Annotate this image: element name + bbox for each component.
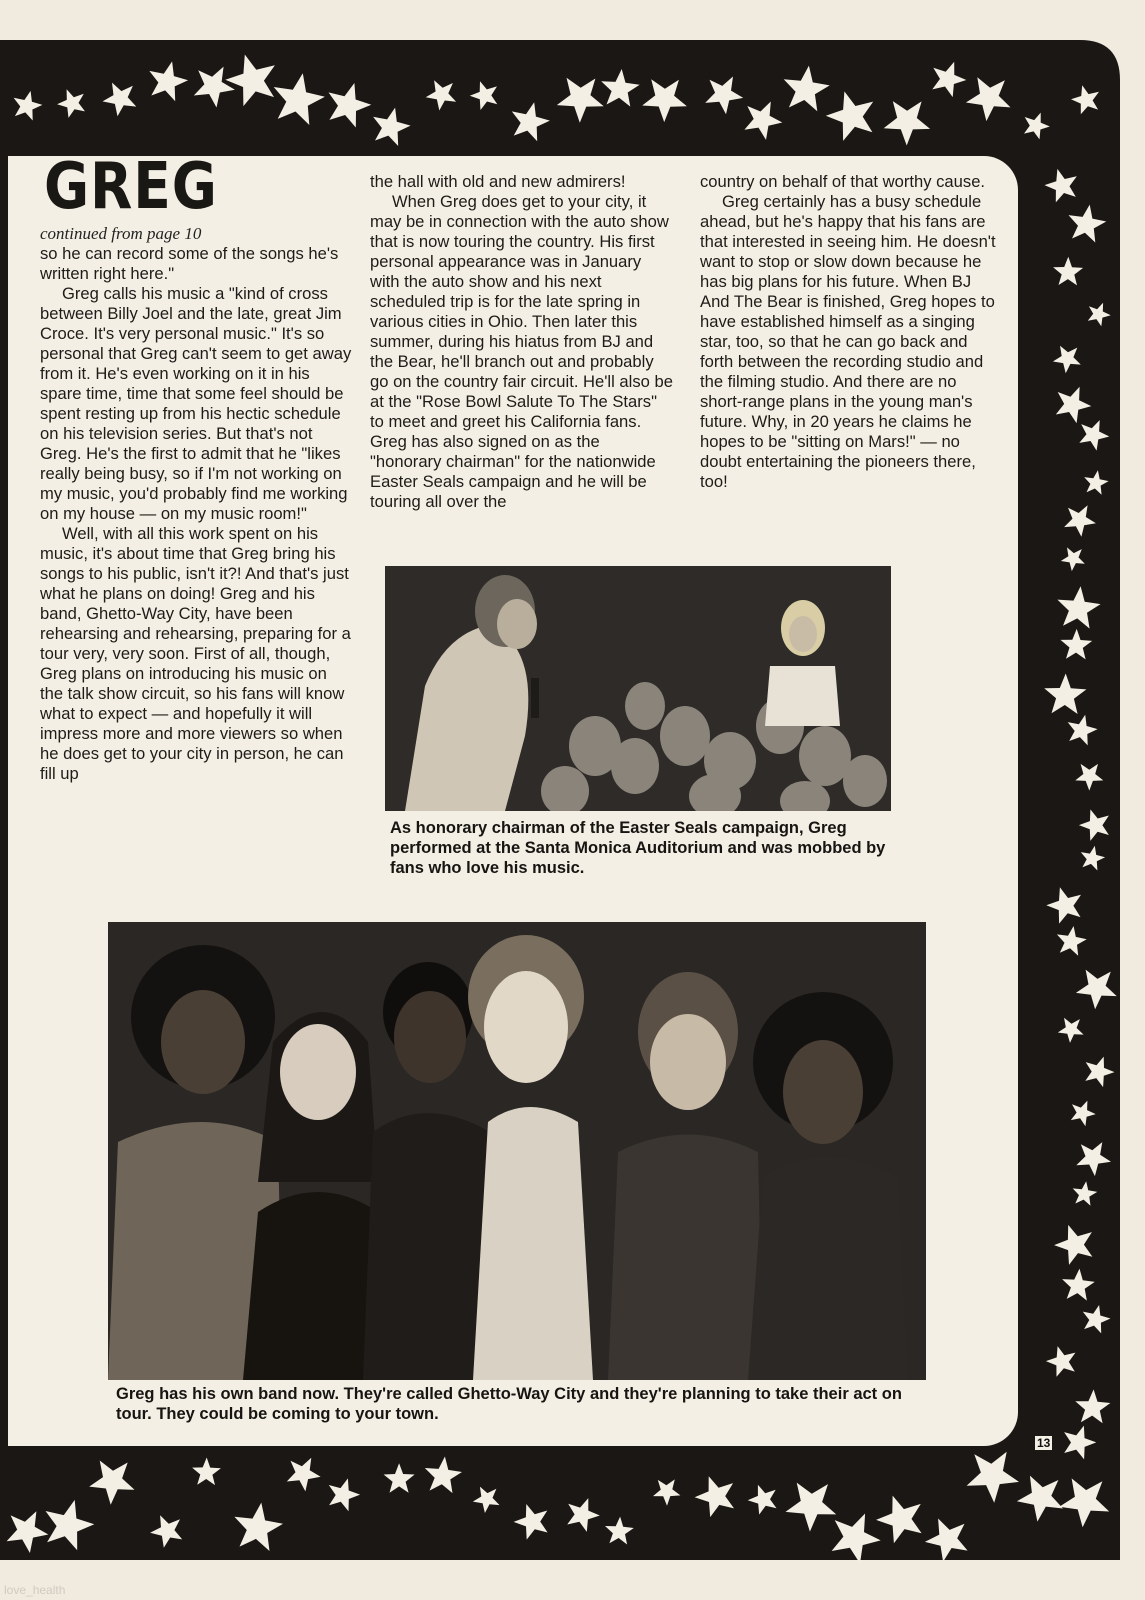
paragraph: country on behalf of that worthy cause. bbox=[700, 172, 986, 191]
text-column-1 bbox=[40, 244, 352, 784]
photo-caption: Greg has his own band now. They're called Ghetto-Way City and they're planning to take their act on tour. They could be coming to your town. bbox=[116, 1385, 902, 1423]
text-column-2 bbox=[370, 172, 675, 512]
paragraph: Greg calls his music a "kind of cross between Billy Joel and the late, great Jim Croce. It's very personal music." It's so personal that Greg can't seem to get away from it. He's even working on it in his spare time, time that some feel should be spent resting up from his hectic schedule on his television series. But that's not Greg. He's the first to admit that he "likes really being busy, so if I'm not working on my music, you'd probably find me working on my house — on my music room!" bbox=[40, 284, 352, 523]
photo-caption: As honorary chairman of the Easter Seals campaign, Greg performed at the Santa Monica Auditorium and was mobbed by fans who love his music. bbox=[390, 819, 886, 877]
band-photo bbox=[108, 922, 926, 1380]
paragraph: so he can record some of the songs he's written right here." bbox=[40, 244, 339, 283]
concert-photo bbox=[385, 566, 891, 811]
watermark: love_health bbox=[4, 1583, 66, 1597]
paragraph: When Greg does get to your city, it may be in connection with the auto show that is now touring the country. His first personal appearance was in January with the auto show and his next scheduled trip is for the late spring in various cities in Ohio. Then later this summer, during his hiatus from BJ and the Bear, he'll branch out and probably go on the country fair circuit. He'll also be at the "Rose Bowl Salute To The Stars" to meet and greet his California fans. Greg has also signed on as the "honorary chairman" for the nationwide Easter Seals campaign and he will be touring all over the bbox=[370, 192, 673, 511]
continued-note: continued from page 10 bbox=[40, 224, 202, 243]
paragraph: Well, with all this work spent on his music, it's about time that Greg bring his songs to his public, isn't it?! And that's just what he plans on doing! Greg and his band, Ghetto-Way City, have been rehearsing and rehearsing, preparing for a tour very, very soon. First of all, though, Greg plans on introducing his music on the talk show circuit, so his fans will know what to expect — and hopefully it will impress more and more viewers so when he does get to your city in person, he can fill up bbox=[40, 524, 351, 783]
text-column-3 bbox=[700, 172, 1000, 492]
page-number: 13 bbox=[1037, 1436, 1051, 1450]
headline: GREG bbox=[44, 150, 218, 224]
paragraph: Greg certainly has a busy schedule ahead, but he's happy that his fans are that interested in seeing him. He doesn't want to stop or slow down because he has big plans for his future. When BJ And The Bear is finished, Greg hopes to have established himself as a singing star, too, so that he can go back and forth between the recording studio and the filming studio. And there are no short-range plans in the young man's future. Why, in 20 years he claims he hopes to be "sitting on Mars!" — no doubt entertaining the pioneers there, too! bbox=[700, 192, 996, 491]
paragraph: the hall with old and new admirers! bbox=[370, 172, 626, 191]
